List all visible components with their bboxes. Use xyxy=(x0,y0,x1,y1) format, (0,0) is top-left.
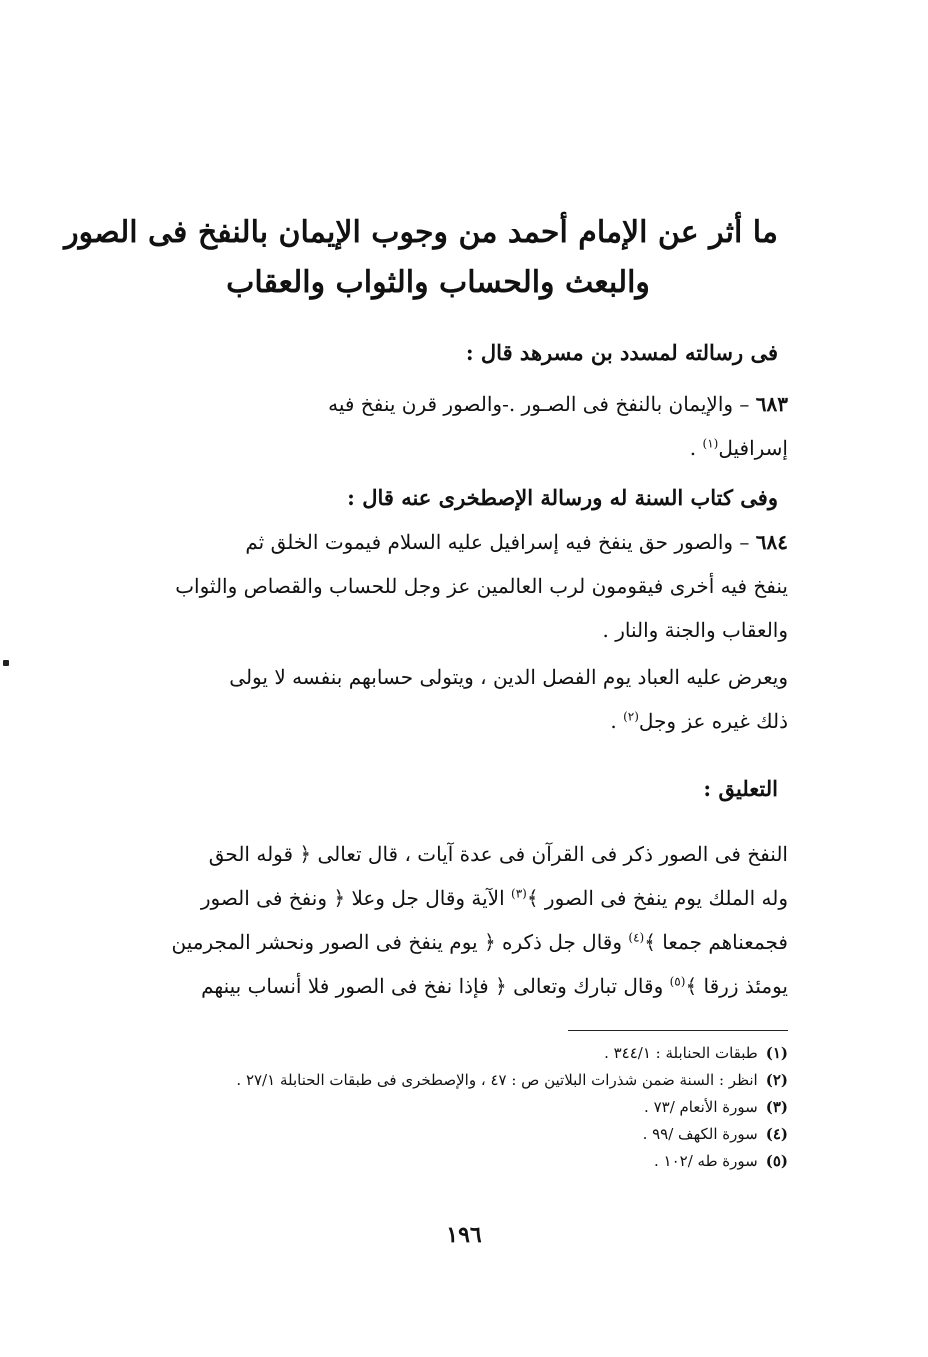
item-number-684: ٦٨٤ xyxy=(755,530,788,554)
item-number-683: ٦٨٣ xyxy=(755,392,788,416)
commentary-line-2 xyxy=(93,876,788,920)
footnote-text-1: طبقات الحنابلة : ٣٤٤/١ . xyxy=(604,1044,758,1062)
footnote-ref-4: (٤) xyxy=(628,930,645,945)
footnote-text-4: سورة الكهف /٩٩ . xyxy=(642,1125,758,1143)
chapter-title-line-2: والبعث والحساب والثواب والعقاب xyxy=(226,265,650,300)
paragraph-684-line-1 xyxy=(93,520,788,564)
paragraph-683 xyxy=(93,382,788,470)
footnote-1 xyxy=(88,1040,788,1067)
section-heading-1: فى رسالته لمسدد بن مسرهد قال : xyxy=(465,340,778,365)
paragraph-684 xyxy=(93,520,788,652)
commentary-heading: التعليق : xyxy=(703,776,778,801)
commentary-line-1: النفخ فى الصور ذكر فى القرآن فى عدة آيات ، قال تعالى ﴿ قوله الحق xyxy=(208,842,788,866)
commentary-line-3 xyxy=(93,920,788,964)
footnote-number-1: (١) xyxy=(765,1044,788,1062)
paragraph-683-line-2 xyxy=(93,426,788,470)
footnote-ref-3: (٣) xyxy=(511,886,527,901)
footnote-number-4: (٤) xyxy=(765,1125,788,1143)
paragraph-683-line-1 xyxy=(93,382,788,426)
paragraph-684-line-2: ينفخ فيه أخرى فيقومون لرب العالمين عز وجل للحساب والقصاص والثواب xyxy=(175,574,788,598)
commentary-line-4-after: وقال تبارك وتعالى ﴿ فإذا نفخ فى الصور فلا أنساب بينهم xyxy=(201,974,670,998)
commentary-line-2-after: الآية وقال جل وعلا ﴿ ونفخ فى الصور xyxy=(200,886,512,910)
chapter-title-line-1: ما أثر عن الإمام أحمد من وجوب الإيمان بالنفخ فى الصور xyxy=(64,215,778,250)
paragraph-684-line-3: والعقاب والجنة والنار . xyxy=(602,618,788,642)
footnote-4 xyxy=(88,1121,788,1148)
paragraph-judgment-text-2: ذلك غيره عز وجل xyxy=(638,709,788,733)
paragraph-683-tail: . xyxy=(689,436,703,460)
footnote-2 xyxy=(88,1067,788,1094)
footnote-divider xyxy=(568,1030,788,1031)
section-heading-2: وفى كتاب السنة له ورسالة الإصطخرى عنه قال : xyxy=(347,485,778,510)
commentary-line-3-after: وقال جل ذكره ﴿ يوم ينفخ فى الصور ونحشر المجرمين xyxy=(171,930,629,954)
footnote-5 xyxy=(88,1148,788,1175)
chapter-title xyxy=(64,208,778,308)
commentary-line-3-text: فجمعناهم جمعا ﴾ xyxy=(644,930,788,954)
footnote-ref-5: (٥) xyxy=(669,974,686,989)
commentary-line-4-text: يومئذ زرقا ﴾ xyxy=(685,974,788,998)
paragraph-683-text-2: إسرافيل xyxy=(718,436,788,460)
footnote-ref-2: (٢) xyxy=(623,709,639,724)
footnote-number-2: (٢) xyxy=(765,1071,788,1089)
paragraph-judgment-tail: . xyxy=(610,709,624,733)
footnote-number-3: (٣) xyxy=(765,1098,788,1116)
commentary-line-4 xyxy=(93,964,788,1008)
page-number: ١٩٦ xyxy=(446,1222,482,1248)
paragraph-judgment xyxy=(93,655,788,743)
footnote-ref-1: (١) xyxy=(702,436,719,451)
footnote-text-5: سورة طه /١٠٢ . xyxy=(654,1152,758,1170)
scan-speck xyxy=(3,660,9,666)
footnote-3 xyxy=(88,1094,788,1121)
paragraph-683-text-1: – والإيمان بالنفخ فى الصـور .-والصور قرن ينفخ فيه xyxy=(328,392,750,416)
paragraph-684-text-1: – والصور حق ينفخ فيه إسرافيل عليه السلام فيموت الخلق ثم xyxy=(245,530,750,554)
paragraph-judgment-line-1: ويعرض عليه العباد يوم الفصل الدين ، ويتولى حسابهم بنفسه لا يولى xyxy=(229,665,788,689)
commentary-paragraph xyxy=(93,832,788,1008)
footnote-text-2: انظر : السنة ضمن شذرات البلاتين ص : ٤٧ ، والإصطخرى فى طبقات الحنابلة ٢٧/١ . xyxy=(236,1071,758,1089)
paragraph-judgment-line-2 xyxy=(93,699,788,743)
commentary-line-2-text: وله الملك يوم ينفخ فى الصور ﴾ xyxy=(526,886,788,910)
footnote-number-5: (٥) xyxy=(765,1152,788,1170)
footnote-text-3: سورة الأنعام /٧٣ . xyxy=(644,1098,758,1116)
footnotes xyxy=(88,1040,788,1175)
